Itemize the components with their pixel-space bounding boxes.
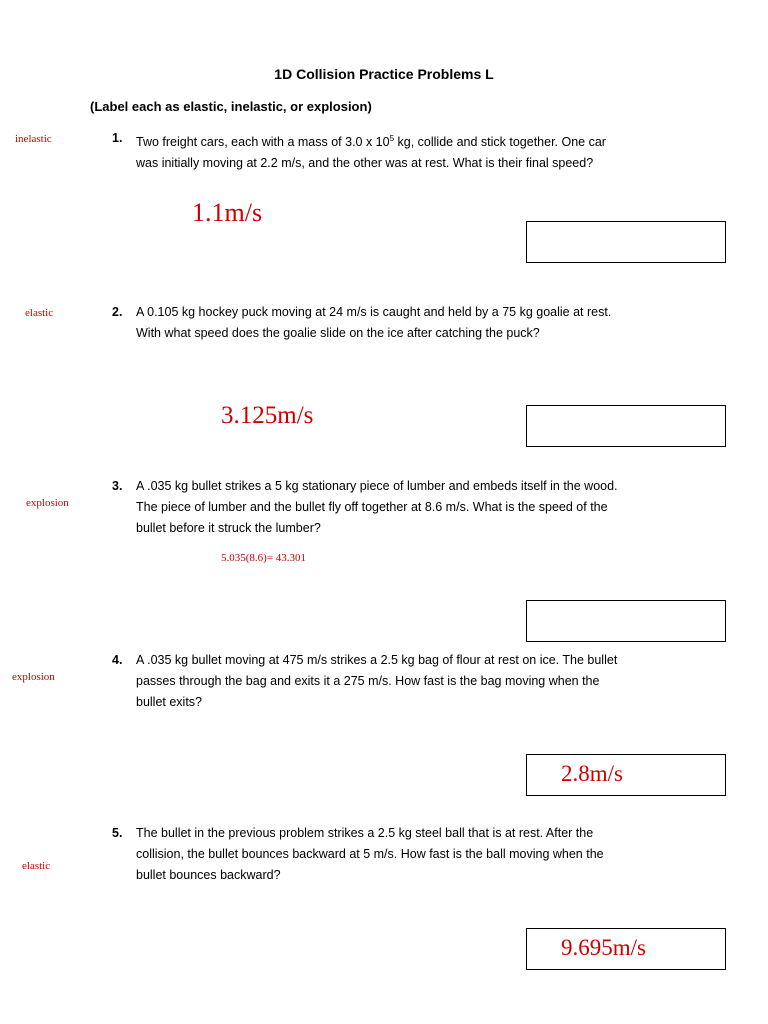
- problem-4-text: [136, 650, 696, 713]
- problem-3-line-3: bullet before it struck the lumber?: [136, 521, 321, 535]
- problem-3-line-2: The piece of lumber and the bullet fly off together at 8.6 m/s. What is the speed of the: [136, 500, 608, 514]
- problem-2-line-2: With what speed does the goalie slide on the ice after catching the puck?: [136, 326, 540, 340]
- label-problem-5: elastic: [22, 860, 51, 872]
- problem-2-number: 2.: [112, 305, 123, 319]
- problem-5-line-1: The bullet in the previous problem strikes a 2.5 kg steel ball that is at rest. After the: [136, 826, 594, 840]
- problem-3-number: 3.: [112, 479, 123, 493]
- problem-5-box-answer: 9.695m/s: [561, 935, 646, 960]
- page-title: 1D Collision Practice Problems L: [274, 66, 494, 82]
- problem-1-answer: 1.1m/s: [192, 198, 263, 227]
- problem-3-work: 5.035(8.6)= 43.301: [221, 552, 307, 564]
- problem-1-line-2: was initially moving at 2.2 m/s, and the other was at rest. What is their final speed?: [136, 156, 594, 171]
- problem-3-text: [136, 476, 696, 539]
- problem-4-number: 4.: [112, 653, 123, 667]
- problem-4-line-2: passes through the bag and exits it a 275 m/s. How fast is the bag moving when the: [136, 674, 600, 688]
- problem-5-line-3: bullet bounces backward?: [136, 868, 281, 882]
- problem-4-line-1: A .035 kg bullet moving at 475 m/s strikes a 2.5 kg bag of flour at rest on ice. The bullet: [136, 653, 618, 667]
- instructions: (Label each as elastic, inelastic, or explosion): [90, 99, 372, 114]
- problem-5-answer-box[interactable]: [526, 928, 726, 970]
- problem-2-answer: 3.125m/s: [221, 402, 314, 429]
- problem-1-line-1: Two freight cars, each with a mass of 3.0 x $10^5$ kg, collide and stick together. One car: [136, 134, 606, 150]
- problem-4-line-3: bullet exits?: [136, 695, 203, 709]
- problem-1-text: [136, 128, 696, 174]
- problem-4-box-answer: 2.8m/s: [561, 761, 623, 786]
- label-problem-1: inelastic: [15, 133, 52, 145]
- label-problem-2: elastic: [25, 307, 54, 319]
- problem-4-answer-box[interactable]: [526, 754, 726, 796]
- problem-5-number: 5.: [112, 826, 123, 840]
- problem-2-line-1: A 0.105 kg hockey puck moving at 24 m/s is caught and held by a 75 kg goalie at rest.: [136, 305, 612, 319]
- problem-3-answer-box[interactable]: [526, 600, 726, 642]
- problem-3-line-1: A .035 kg bullet strikes a 5 kg stationary piece of lumber and embeds itself in the wood.: [136, 479, 618, 493]
- problem-2-answer-box[interactable]: [526, 405, 726, 447]
- label-problem-4: explosion: [12, 671, 55, 683]
- problem-5-text: [136, 823, 696, 886]
- problem-1-answer-box[interactable]: [526, 221, 726, 263]
- problem-1-number: 1.: [112, 131, 123, 145]
- problem-2-text: [136, 302, 696, 344]
- label-problem-3: explosion: [26, 497, 69, 509]
- problem-5-line-2: collision, the bullet bounces backward at 5 m/s. How fast is the ball moving when the: [136, 847, 604, 861]
